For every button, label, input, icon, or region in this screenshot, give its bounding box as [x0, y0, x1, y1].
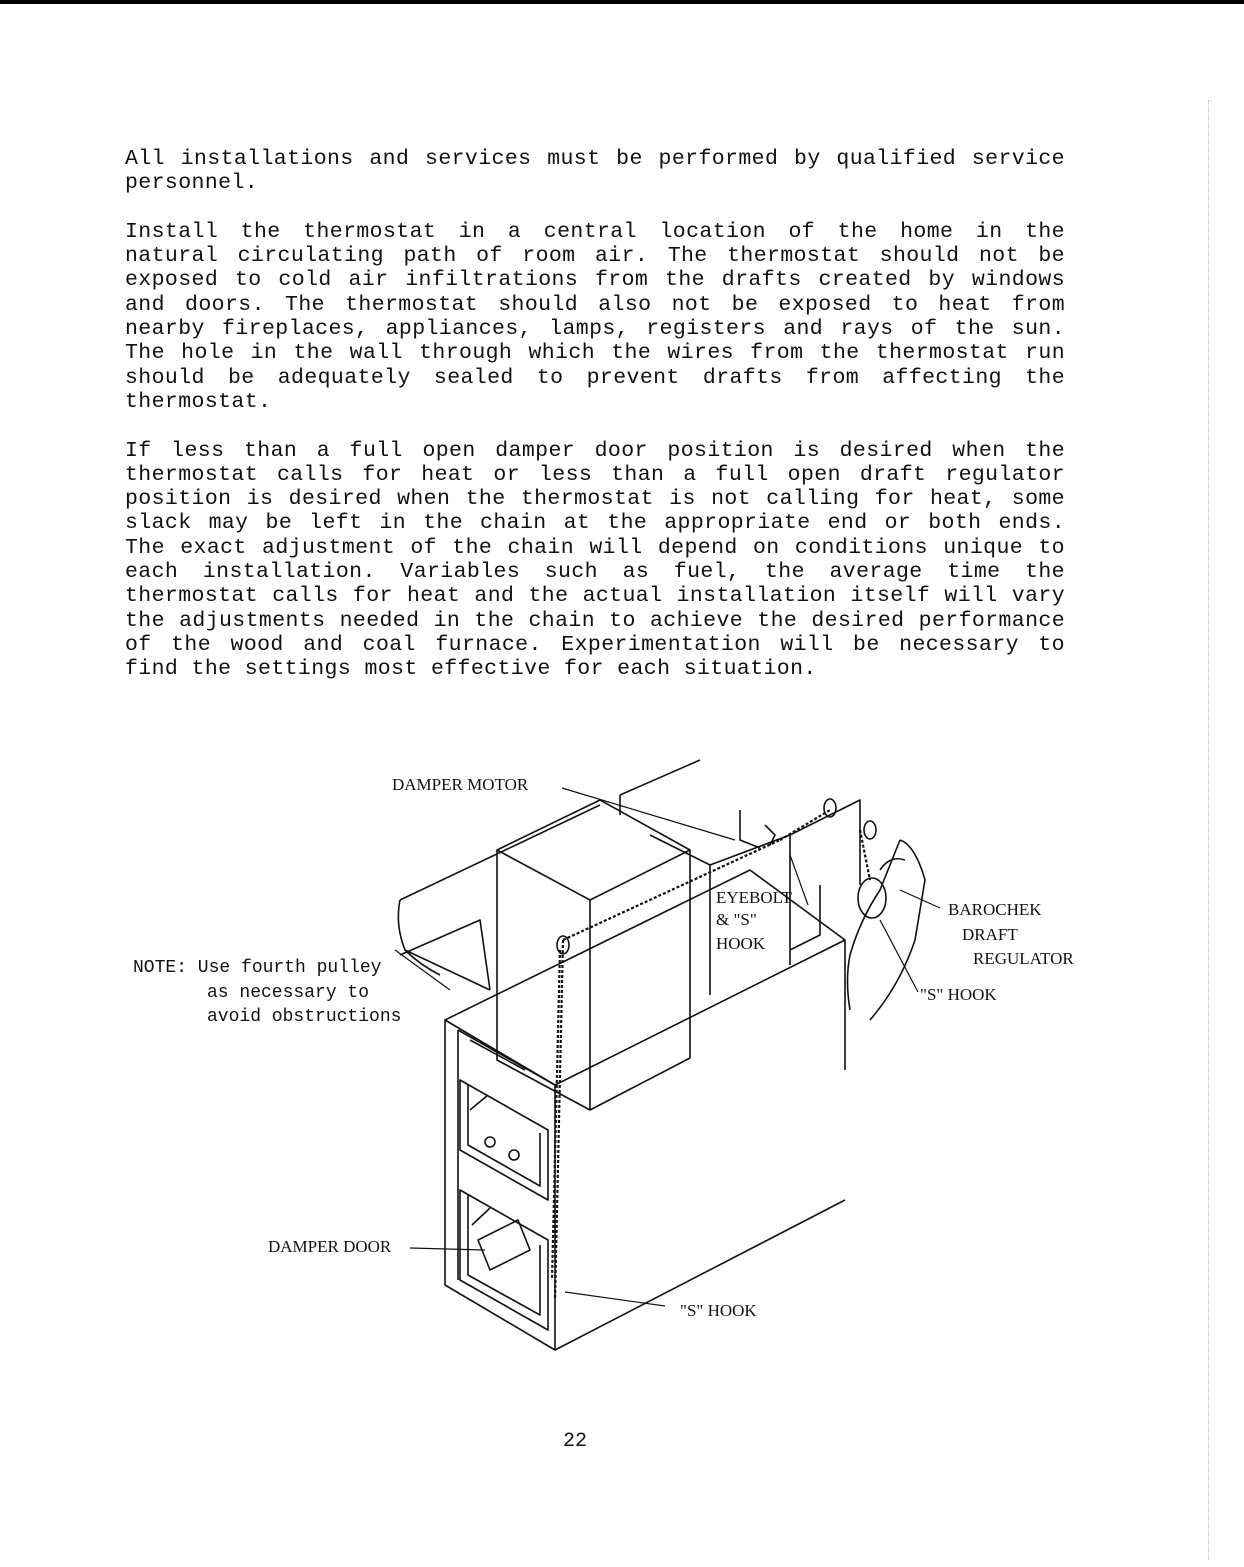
furnace-diagram	[0, 740, 1244, 1380]
ash-door	[460, 1080, 548, 1200]
label-barochek-line3: REGULATOR	[973, 949, 1074, 968]
page-number: 22	[562, 1430, 587, 1453]
label-eyebolt-line2: & "S"	[716, 910, 757, 929]
furnace-cabinet	[445, 870, 845, 1350]
label-damper-motor: DAMPER MOTOR	[392, 775, 529, 794]
leader-lines	[395, 788, 940, 1306]
chain	[552, 810, 870, 1300]
label-barochek-line2: DRAFT	[962, 925, 1018, 944]
label-s-hook-bottom: "S" HOOK	[680, 1301, 757, 1320]
label-s-hook-right: "S" HOOK	[920, 985, 997, 1004]
paragraph-qualified-personnel: All installations and services must be performed by qualified service personnel.	[125, 147, 1065, 196]
label-eyebolt-line3: HOOK	[716, 934, 766, 953]
damper-motor-box	[620, 760, 860, 995]
warm-air-duct	[398, 805, 600, 990]
label-damper-door: DAMPER DOOR	[268, 1237, 392, 1256]
label-barochek-line1: BAROCHEK	[948, 900, 1042, 919]
paragraph-chain-adjustment: If less than a full open damper door position is desired when the thermostat calls for heat or less than a full open draft regulator position is desired when the thermostat is not calling for heat, some slack may be left in the chain at the appropriate end or both ends. The exact adjustment of the chain will depend on conditions unique to each installation. Variables such as fuel, the average time the thermostat calls for heat and the actual installation itself will vary the adjustments needed in the chain to achieve the desired performance of the wood and coal furnace. Experimentation will be necessary to find the settings most effective for each situation.	[125, 438, 1065, 682]
note-line1: NOTE: Use fourth pulley	[133, 958, 382, 978]
note-line2: as necessary to	[207, 983, 370, 1003]
pulleys	[557, 799, 876, 954]
note-line3: avoid obstructions	[207, 1007, 402, 1027]
flue-pipe	[848, 840, 926, 1020]
plenum	[497, 800, 690, 1110]
paragraph-thermostat-location: Install the thermostat in a central location of the home in the natural circulating path of room air. The thermostat should not be exposed to cold air infiltrations from the drafts created by windows and doors. The thermostat should also not be exposed to heat from nearby fireplaces, appliances, lamps, registers and rays of the sun. The hole in the wall through which the wires from the thermostat run should be adequately sealed to prevent drafts from affecting the thermostat.	[125, 219, 1065, 414]
top-rule	[0, 0, 1244, 4]
damper-door-panel	[460, 1190, 548, 1330]
label-eyebolt-line1: EYEBOLT	[716, 888, 792, 907]
body-text	[125, 147, 1065, 706]
